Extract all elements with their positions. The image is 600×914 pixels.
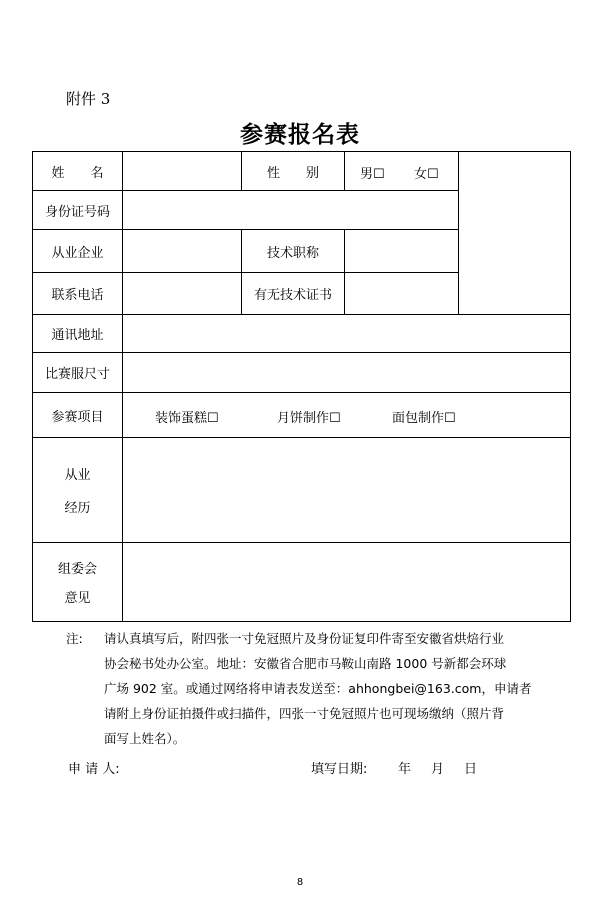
- uniform-size-label: 比赛服尺寸: [44, 367, 110, 382]
- notes-line: 请认真填写后，附四张一寸免冠照片及身份证复印件寄至安徽省烘焙行业: [104, 631, 505, 646]
- experience-label: [33, 438, 122, 542]
- table-border-bottom: [32, 621, 571, 622]
- address-label: 通讯地址: [51, 328, 104, 343]
- notes-line: 协会秘书处办公室。地址：安徽省合肥市马鞍山南路 1000 号新都会环球: [104, 656, 507, 671]
- tech-title-field[interactable]: [345, 230, 458, 272]
- page-number: 8: [296, 877, 304, 888]
- column-divider: [344, 151, 345, 191]
- uniform-size-field[interactable]: [123, 353, 570, 392]
- gender-label: 性 别: [266, 165, 319, 181]
- date-label: 填写日期:: [311, 762, 368, 777]
- notes-line: 广场 902 室。或通过网络将申请表发送至：ahhongbei@163.com，申请者: [104, 681, 532, 696]
- phone-label: 联系电话: [51, 288, 104, 303]
- notes-line: 面写上姓名）。: [104, 731, 186, 746]
- date-day: 日: [464, 762, 478, 777]
- name-label: 姓 名: [51, 165, 104, 181]
- event-option-mooncake-checkbox[interactable]: 月饼制作☐: [277, 411, 341, 426]
- event-option-bread-checkbox[interactable]: 面包制作☐: [392, 411, 456, 426]
- gender-male-checkbox[interactable]: 男☐: [360, 167, 385, 182]
- notes-prefix: 注:: [66, 631, 83, 646]
- id-number-label: 身份证号码: [44, 204, 110, 220]
- committee-label-line-2: 意见: [64, 591, 91, 606]
- table-border-right: [570, 151, 571, 622]
- experience-field[interactable]: [123, 438, 570, 542]
- notes-line: 请附上身份证拍摄件或扫描件，四张一寸免冠照片也可现场缴纳（照片背: [104, 706, 505, 721]
- attachment-label: 附件 3: [66, 90, 111, 108]
- form-title: 参赛报名表: [240, 122, 360, 148]
- experience-label-line-2: 经历: [64, 501, 91, 516]
- name-field[interactable]: [123, 152, 241, 190]
- tech-title-label: 技术职称: [266, 245, 319, 261]
- certificate-label: 有无技术证书: [253, 288, 332, 303]
- photo-area: [459, 152, 570, 314]
- applicant-label: 申 请 人:: [68, 762, 120, 777]
- event-option-cake-checkbox[interactable]: 装饰蛋糕☐: [155, 411, 219, 426]
- address-field[interactable]: [123, 315, 570, 352]
- certificate-field[interactable]: [345, 273, 458, 314]
- committee-label: [33, 543, 122, 621]
- company-label: 从业企业: [51, 245, 104, 261]
- gender-female-checkbox[interactable]: 女☐: [414, 167, 439, 182]
- committee-opinion-field: [123, 543, 570, 621]
- company-field[interactable]: [123, 230, 241, 272]
- committee-label-line-1: 组委会: [57, 562, 97, 577]
- phone-field[interactable]: [123, 273, 241, 314]
- experience-label-line-1: 从业: [64, 468, 91, 483]
- id-number-field[interactable]: [123, 191, 458, 229]
- date-year: 年: [398, 762, 412, 777]
- date-month: 月: [431, 762, 445, 777]
- event-label: 参赛项目: [51, 409, 104, 425]
